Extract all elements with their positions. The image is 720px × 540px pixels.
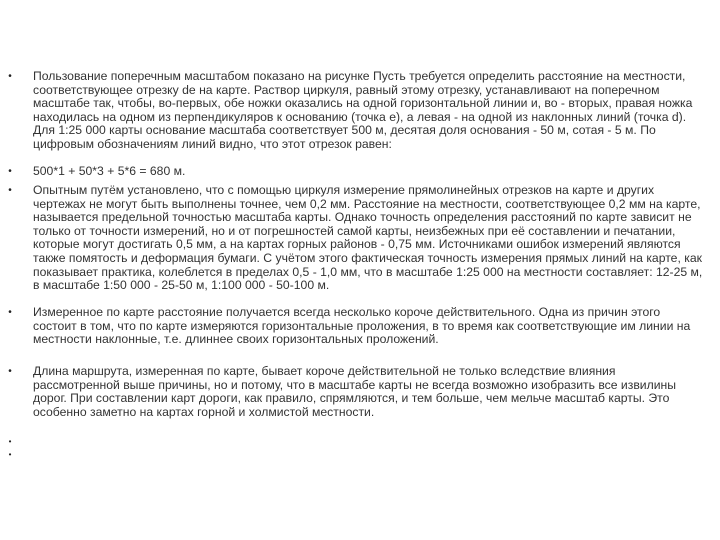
paragraph-route-length: Длина маршрута, измеренная по карте, бывает короче действительной не только вследствие влияния рассмотренной выше причины, но и потому, что в масштабе карты не всегда возможно изобразить все извилины дорог. При составлении карт дороги, как правило, спрямляются, и тем больше, чем мельче масштаб карты. Это особенно заметно на картах горной и холмистой местности. (33, 364, 677, 419)
bullet-2: • (8, 166, 12, 177)
bullet-1: • (8, 71, 12, 82)
paragraph-formula: 500*1 + 50*3 + 5*6 = 680 м. (33, 164, 186, 178)
bullet-3: • (8, 185, 12, 196)
bullet-5: • (8, 366, 12, 377)
bullet-4: • (8, 307, 12, 318)
paragraph-measured-distance: Измеренное по карте расстояние получается всегда несколько короче действительного. Одна из причин этого состоит в том, что по карте измеряются горизонтальные проложения, в то время как соответствующие им линии на местности наклонные, т.е. длиннее своих горизонтальных проложений. (33, 305, 691, 347)
bullet-empty-1: • (8, 437, 12, 446)
paragraph-precision: Опытным путём установлено, что с помощью циркуля измерение прямолинейных отрезков на карте и других чертежах не могут быть выполнены точнее, чем 0,2 мм. Расстояние на местности, соответствующее 0,2 мм на карте, называется предельной точностью масштаба карты. Однако точность определения расстояний по карте зависит не только от точности измерений, но и от погрешностей самой карты, неизбежных при её составлении и печатании, которые могут достигать 0,5 мм, а на картах горных районов - 0,75 мм. Источниками ошибок измерений являются также помятость и деформация бумаги. С учётом этого фактическая точность измерения прямых линий на карте, как показывает практика, колеблется в пределах 0,5 - 1,0 мм, что в масштабе 1:25 000 на местности составляет: 12-25 м, в масштабе 1:50 000 - 25-50 м, 1:100 000 - 50-100 м. (33, 183, 703, 293)
bullet-empty-2: • (8, 450, 12, 459)
paragraph-scale-usage: Пользование поперечным масштабом показано на рисунке Пусть требуется определить расстояние на местности, соответствующее отрезку de на карте. Раствор циркуля, равный этому отрезку, устанавливают на поперечном масштабе так, чтобы, во-первых, обе ножки оказались на одной горизонтальной линии и, во - вторых, правая ножка находилась на одном из перпендикуляров к основанию (точка e), а левая - на одной из наклонных линий (точка d). Для 1:25 000 карты основание масштаба соответствует 500 м, десятая доля основания - 50 м, сотая - 5 м. По цифровым обозначениям линий видно, что этот отрезок равен: (33, 69, 693, 151)
